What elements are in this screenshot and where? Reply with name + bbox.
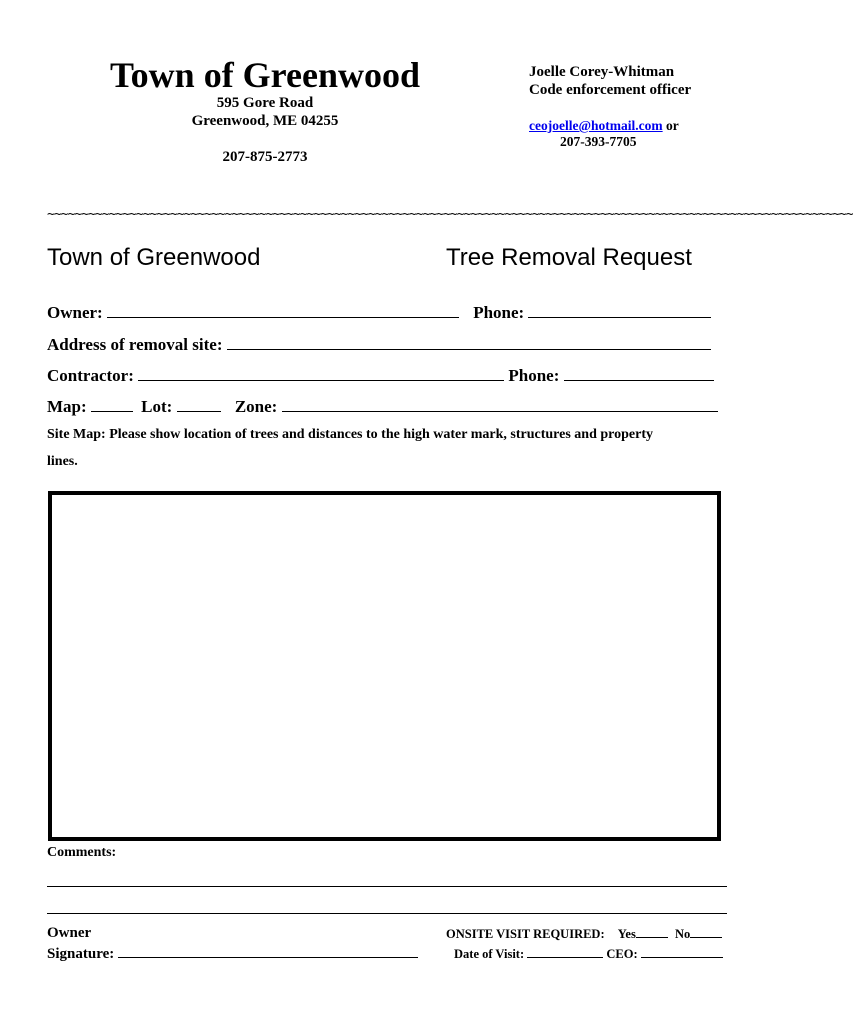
ceo-label: CEO: <box>606 947 638 961</box>
officer-name: Joelle Corey-Whitman <box>529 64 675 80</box>
contractor-field[interactable] <box>138 365 504 381</box>
no-field[interactable] <box>690 927 722 938</box>
town-street: 595 Gore Road <box>216 95 314 111</box>
yes-field[interactable] <box>636 927 668 938</box>
address-field[interactable] <box>227 334 711 350</box>
contractor-phone-field[interactable] <box>564 365 714 381</box>
owner-phone-label: Phone: <box>473 303 525 322</box>
comments-line-2[interactable] <box>47 913 727 914</box>
map-label: Map: <box>47 397 87 416</box>
yes-label: Yes <box>617 927 636 941</box>
email-or-text: or <box>666 118 679 133</box>
owner-field[interactable] <box>107 302 459 318</box>
signature-field[interactable] <box>118 945 418 958</box>
site-map-instructions-cont: lines. <box>47 454 78 469</box>
signature-label: Signature: <box>47 946 115 962</box>
lot-label: Lot: <box>141 397 173 416</box>
zone-label: Zone: <box>234 397 278 416</box>
town-title: Town of Greenwood <box>109 55 421 95</box>
date-of-visit-label: Date of Visit: <box>454 947 525 961</box>
town-city: Greenwood, ME 04255 <box>191 113 339 129</box>
form-heading-title: Tree Removal Request <box>446 244 692 271</box>
onsite-visit-label: ONSITE VISIT REQUIRED: <box>446 927 605 941</box>
ceo-field[interactable] <box>641 947 723 958</box>
address-label: Address of removal site: <box>47 335 223 354</box>
site-map-instructions: Site Map: Please show location of trees and distances to the high water mark, structures and property <box>47 427 653 442</box>
form-heading-town: Town of Greenwood <box>47 244 261 271</box>
date-of-visit-field[interactable] <box>527 947 603 958</box>
comments-line-1[interactable] <box>47 886 727 887</box>
lot-field[interactable] <box>177 396 221 412</box>
owner-phone-field[interactable] <box>528 302 711 318</box>
zone-field[interactable] <box>282 396 718 412</box>
officer-email-link[interactable]: ceojoelle@hotmail.com <box>529 118 663 133</box>
contractor-label: Contractor: <box>47 366 134 385</box>
officer-phone: 207-393-7705 <box>560 134 637 149</box>
no-label: No <box>674 927 691 941</box>
map-field[interactable] <box>91 396 133 412</box>
tilde-divider: ~~~~~~~~~~~~~~~~~~~~~~~~~~~~~~~~~~~~~~~~~~~~~~~~~~~~~~~~~~~~~~~~~~~~~~~~~~~~~~~~~~~~~~~~~~~~~~~~~~~~~~~~~~~~~~~~~~~~~~ <box>47 207 853 222</box>
comments-label: Comments: <box>47 845 117 860</box>
officer-title: Code enforcement officer <box>529 82 692 98</box>
town-phone: 207-875-2773 <box>222 149 308 165</box>
owner-label: Owner: <box>47 303 103 322</box>
contractor-phone-label: Phone: <box>508 366 560 385</box>
site-map-box[interactable] <box>48 491 721 841</box>
owner-sig-label: Owner <box>47 925 92 941</box>
